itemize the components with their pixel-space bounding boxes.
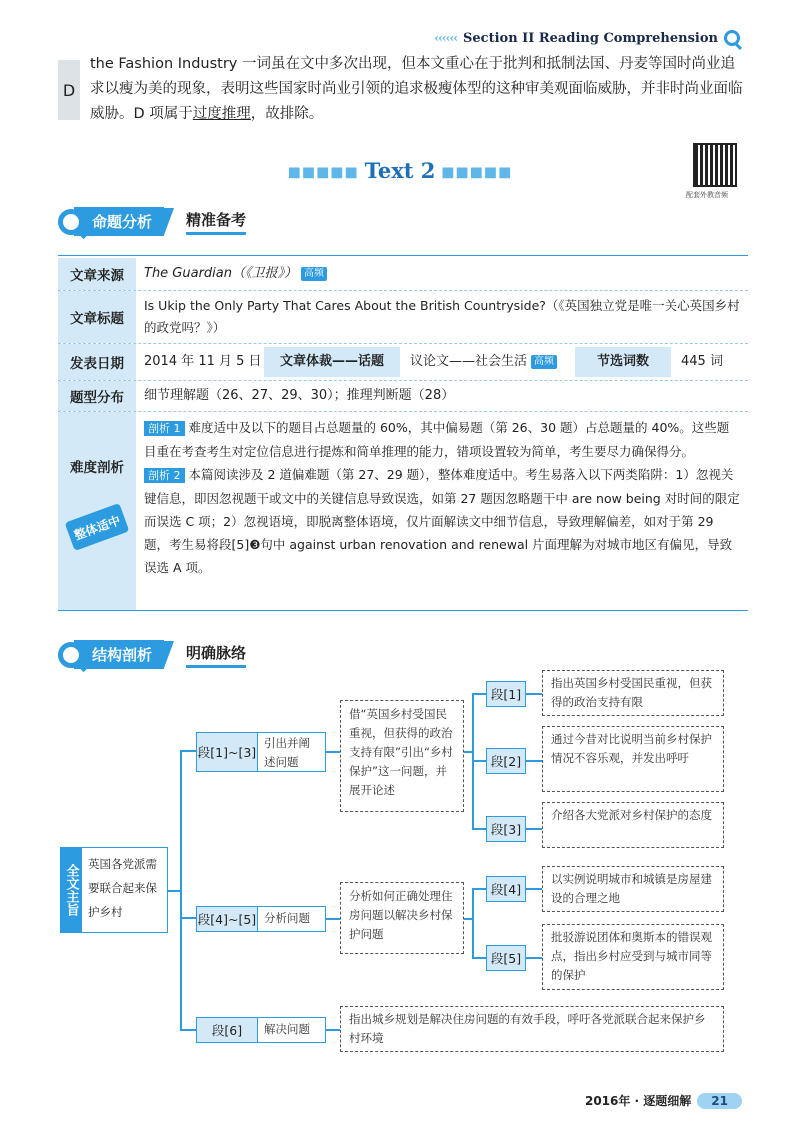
header-title: Section II Reading Comprehension [463,30,718,46]
group-2-label: 分析问题 [258,906,326,932]
analysis-1-text: 难度适中及以下的题目占总题量的 60%，其中偏易题（第 26、30 题）占总题量的 40%。这些题目重在考查考生对定位信息进行提炼和简单推理的能力，错项设置较为简单，考生要尽力确保得分。 [144,420,730,459]
title-label: 文章标题 [58,291,136,343]
page-footer [585,1092,742,1109]
divider [58,255,748,256]
footer-label: 2016年 · 逐题细解 [584,1094,692,1108]
option-text-b: ，故排除。 [250,106,324,122]
row-title [58,291,748,344]
option-text-underlined: 过度推理 [192,106,251,122]
arrows-icon: ‹‹‹‹‹‹ [434,31,457,45]
running-header [434,30,740,46]
group-1-desc: 借“英国乡村受国民重视，但获得的政治支持有限”引出“乡村保护”这一问题，并展开论述 [340,700,464,812]
section-title: ■■■■■ Text 2 ■■■■■ [287,158,513,183]
row-date [58,344,748,381]
para-5-text: 批驳游说团体和奥斯本的错误观点，指出乡村应受到与城市同等的保护 [542,924,724,990]
genre-label: 文章体裁——话题 [264,347,400,377]
group-2-node: 段[4]~[5] [196,906,258,932]
words-value: 445 词 [681,354,723,369]
source-value: The Guardian（《卫报》） [144,266,298,281]
para-1-text: 指出英国乡村受国民重视，但获得的政治支持有限 [542,670,724,716]
source-label: 文章来源 [58,258,136,290]
magnifier-icon [58,209,84,235]
para-1-node: 段[1] [486,681,526,707]
option-explanation [90,52,748,127]
para-4-text: 以实例说明城市和城镇是房屋建设的合理之地 [542,866,724,912]
para-3-node: 段[3] [486,816,526,842]
section-tab: 命题分析 [74,207,164,236]
group-2-desc: 分析如何正确处理住房问题以解决乡村保护问题 [340,882,464,954]
analysis-2-tag: 剖析 2 [144,468,185,483]
title-value: Is Ukip the Only Party That Cares About the British Countryside?（《英国独立党是唯一关心英国乡村的政党吗？》） [144,298,740,335]
root-label: 全文主旨 [60,847,82,933]
genre-value: 议论文——社会生活 [410,354,528,369]
previous-option-block [58,52,748,127]
option-letter: D [58,60,80,120]
row-source [58,258,748,291]
section-title-text: Text 2 [364,158,436,183]
qtype-value: 细节理解题（26、27、29、30）；推理判断题（28） [144,388,455,403]
info-table [58,258,748,611]
qr-code[interactable] [693,143,737,187]
group-1-node: 段[1]~[3] [196,732,258,772]
para-5-node: 段[5] [486,945,526,971]
page-number: 21 [697,1093,742,1109]
section-sub: 精准备考 [186,209,246,235]
group-3-node: 段[6] [196,1017,258,1043]
para-4-node: 段[4] [486,876,526,902]
row-qtype [58,381,748,412]
qtype-label: 题型分布 [58,381,136,411]
section-header-analysis [58,207,246,236]
para-2-text: 通过今昔对比说明当前乡村保护情况不容乐观，并发出呼吁 [542,726,724,792]
date-value: 2014 年 11 月 5 日 [144,354,262,369]
group-1-label: 引出并阐述问题 [258,732,326,772]
freq-tag: 高频 [301,267,327,281]
option-text-a: the Fashion Industry 一词虽在文中多次出现，但本文重心在于批判和抵制法国、丹麦等国时尚业追求以瘦为美的现象，表明这些国家时尚业引领的追求极瘦体型的这种审美观面临威胁，并非时尚业面临威胁。D 项属于 [90,56,743,122]
words-label: 节选词数 [575,347,671,377]
section-header-structure [58,640,246,669]
overall-badge: 整体适中 [65,503,130,551]
magnifier-icon [724,30,740,46]
analysis-2-text: 本篇阅读涉及 2 道偏难题（第 27、29 题），整体难度适中。考生易落入以下两类陷阱：1）忽视关键信息，即因忽视题干或文中的关键信息导致误选，如第 27 题因忽略题干中 are now being 对时间的限定而误选 C 项；2）忽视语境，即脱离整体语境，仅片面解读文中细节信息，导致理解偏差，如对于第 29 题，考生易将段[5]❸句中 against urban renovation and renewal 片面理解为对城市地区有偏见，导致误选 A 项。 [144,467,740,575]
para-3-text: 介绍各大党派对乡村保护的态度 [542,802,724,848]
section-tab: 结构剖析 [74,640,164,669]
genre-tag: 高频 [531,355,557,369]
analysis-1-tag: 剖析 1 [144,421,185,436]
analysis-2 [144,463,740,579]
diff-label: 难度剖析 [58,412,136,610]
qr-caption: 配套外教音频 [686,191,728,199]
section-sub: 明确脉络 [186,642,246,668]
analysis-1 [144,416,740,463]
date-label: 发表日期 [58,344,136,380]
magnifier-icon [58,642,84,668]
group-3-desc: 指出城乡规划是解决住房问题的有效手段，呼吁各党派联合起来保护乡村环境 [340,1006,724,1052]
root-text: 英国各党派需要联合起来保护乡村 [88,857,157,919]
para-2-node: 段[2] [486,748,526,774]
row-difficulty [58,412,748,611]
group-3-label: 解决问题 [258,1017,326,1043]
